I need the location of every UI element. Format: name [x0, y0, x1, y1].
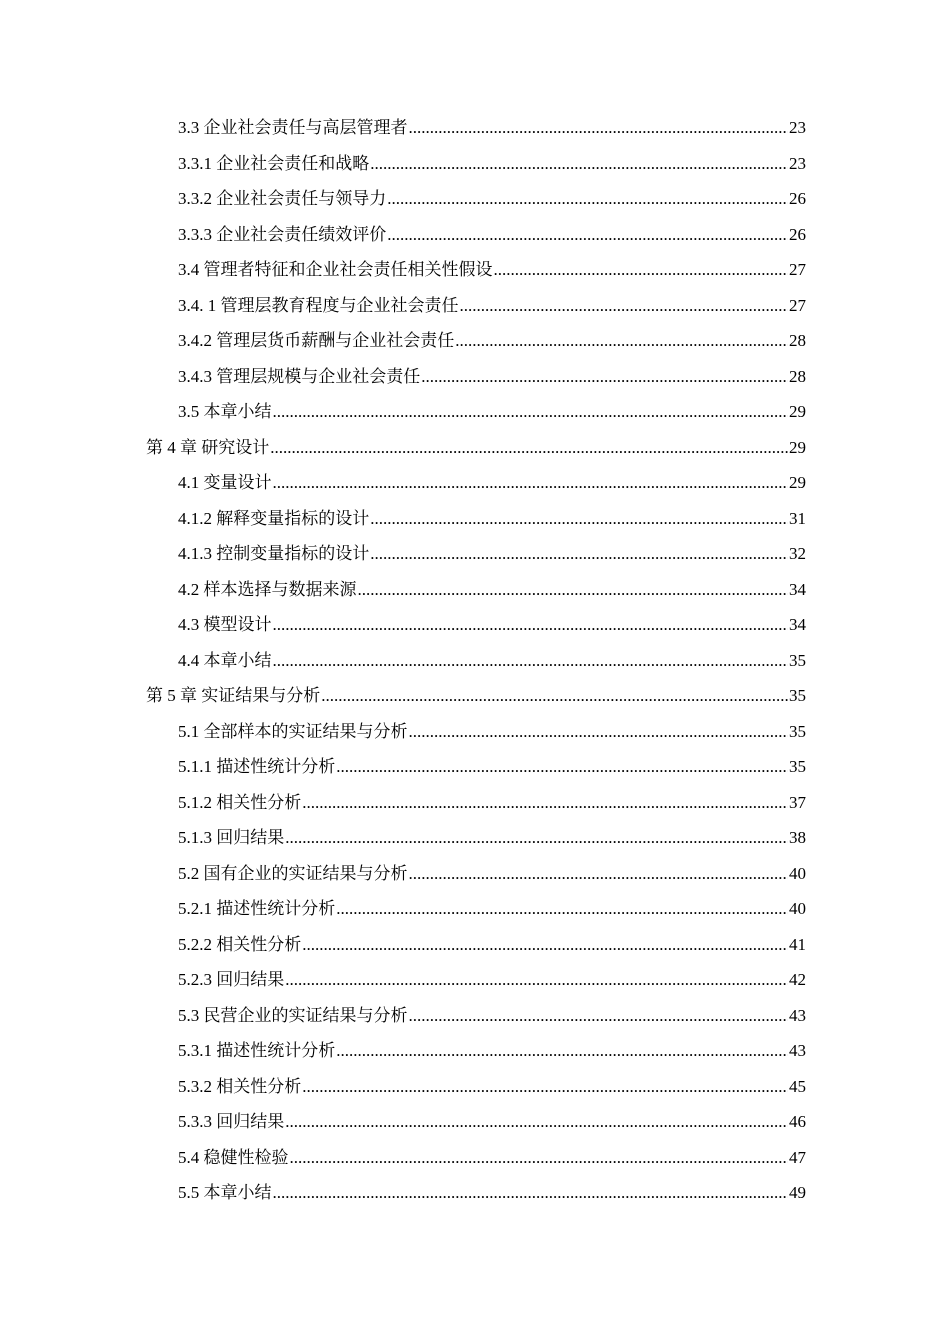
toc-entry-page-number: 43 [789, 1041, 806, 1060]
toc-section-entry[interactable] [0, 962, 950, 998]
toc-entry-title: 4.1.2 解释变量指标的设计 [178, 508, 370, 528]
toc-entry-page-number: 34 [789, 579, 806, 599]
toc-section-entry[interactable] [0, 1069, 950, 1105]
toc-entry-title: 3.3.3 企业社会责任绩效评价 [178, 224, 387, 244]
toc-entry-page-number: 29 [789, 402, 806, 421]
toc-entry-title: 5.3.3 回归结果 [178, 1112, 285, 1131]
toc-dot-leader [285, 1104, 788, 1140]
toc-dot-leader [409, 998, 789, 1034]
toc-dot-leader [273, 1175, 789, 1211]
toc-entry-title: 3.4. 1 管理层教育程度与企业社会责任 [178, 295, 459, 315]
toc-entry-title: 3.3.1 企业社会责任和战略 [178, 153, 370, 173]
toc-entry-title: 3.5 本章小结 [178, 402, 272, 421]
toc-section-entry[interactable] [0, 643, 950, 679]
toc-section-entry[interactable] [0, 714, 950, 750]
toc-entry-title: 5.1.3 回归结果 [178, 828, 285, 847]
toc-entry-page-number: 27 [789, 295, 806, 315]
toc-section-entry[interactable] [0, 572, 950, 608]
toc-section-entry[interactable] [0, 1033, 950, 1069]
toc-entry-title: 4.1.3 控制变量指标的设计 [178, 544, 370, 563]
toc-dot-leader [302, 785, 788, 821]
toc-entry-page-number: 28 [789, 331, 806, 350]
toc-entry-page-number: 23 [789, 118, 806, 137]
toc-section-entry[interactable] [0, 501, 950, 537]
toc-section-entry[interactable] [0, 536, 950, 572]
toc-entry-title: 5.5 本章小结 [178, 1183, 272, 1202]
toc-entry-page-number: 28 [789, 366, 806, 386]
toc-dot-leader [273, 607, 789, 643]
toc-entry-page-number: 35 [789, 650, 806, 670]
toc-section-entry[interactable] [0, 181, 950, 217]
toc-entry-title: 4.1 变量设计 [178, 473, 272, 492]
toc-section-entry[interactable] [0, 998, 950, 1034]
toc-dot-leader [387, 217, 788, 253]
toc-entry-page-number: 45 [789, 1076, 806, 1096]
toc-entry-page-number: 38 [789, 828, 806, 847]
toc-entry-page-number: 41 [789, 934, 806, 954]
toc-section-entry[interactable] [0, 1104, 950, 1140]
toc-dot-leader [421, 359, 788, 395]
toc-dot-leader [270, 430, 788, 466]
toc-entry-title: 5.3.1 描述性统计分析 [178, 1041, 336, 1060]
toc-dot-leader [336, 1033, 788, 1069]
toc-dot-leader [336, 891, 788, 927]
toc-section-entry[interactable] [0, 252, 950, 288]
toc-entry-title: 5.3 民营企业的实证结果与分析 [178, 1005, 408, 1025]
toc-entry-page-number: 31 [789, 508, 806, 528]
toc-entry-page-number: 32 [789, 544, 806, 563]
toc-section-entry[interactable] [0, 465, 950, 501]
toc-entry-title: 5.2.1 描述性统计分析 [178, 899, 336, 918]
toc-dot-leader [409, 856, 789, 892]
toc-dot-leader [336, 749, 788, 785]
toc-chapter-entry[interactable] [0, 678, 950, 714]
toc-entry-title: 第 4 章 研究设计 [146, 437, 270, 457]
toc-dot-leader [370, 146, 788, 182]
toc-entry-page-number: 47 [789, 1147, 806, 1167]
toc-section-entry[interactable] [0, 820, 950, 856]
toc-section-entry[interactable] [0, 927, 950, 963]
table-of-contents [0, 110, 950, 1211]
toc-entry-page-number: 35 [789, 721, 806, 741]
toc-dot-leader [273, 465, 789, 501]
toc-entry-page-number: 23 [789, 153, 806, 173]
toc-entry-title: 5.4 稳健性检验 [178, 1147, 289, 1167]
toc-section-entry[interactable] [0, 359, 950, 395]
toc-entry-page-number: 40 [789, 899, 806, 918]
toc-section-entry[interactable] [0, 146, 950, 182]
toc-dot-leader [273, 643, 789, 679]
toc-section-entry[interactable] [0, 323, 950, 359]
toc-entry-title: 5.1 全部样本的实证结果与分析 [178, 721, 408, 741]
toc-entry-title: 5.1.1 描述性统计分析 [178, 757, 336, 776]
toc-dot-leader [387, 181, 788, 217]
toc-dot-leader [494, 252, 789, 288]
toc-entry-title: 3.4 管理者特征和企业社会责任相关性假设 [178, 260, 493, 279]
toc-section-entry[interactable] [0, 394, 950, 430]
toc-dot-leader [302, 1069, 788, 1105]
toc-section-entry[interactable] [0, 785, 950, 821]
toc-section-entry[interactable] [0, 217, 950, 253]
toc-dot-leader [409, 110, 789, 146]
toc-dot-leader [370, 536, 788, 572]
toc-dot-leader [290, 1140, 789, 1176]
toc-dot-leader [455, 323, 788, 359]
toc-entry-title: 第 5 章 实证结果与分析 [146, 686, 321, 705]
toc-section-entry[interactable] [0, 891, 950, 927]
toc-dot-leader [285, 962, 788, 998]
toc-entry-page-number: 49 [789, 1183, 806, 1202]
toc-entry-title: 5.2.3 回归结果 [178, 970, 285, 989]
toc-entry-page-number: 35 [789, 757, 806, 776]
toc-entry-page-number: 29 [789, 473, 806, 492]
toc-entry-page-number: 35 [789, 686, 806, 705]
toc-entry-title: 3.4.2 管理层货币薪酬与企业社会责任 [178, 331, 455, 350]
toc-entry-title: 3.4.3 管理层规模与企业社会责任 [178, 366, 421, 386]
toc-section-entry[interactable] [0, 856, 950, 892]
toc-section-entry[interactable] [0, 1175, 950, 1211]
toc-dot-leader [460, 288, 789, 324]
toc-entry-title: 4.3 模型设计 [178, 615, 272, 634]
toc-entry-page-number: 34 [789, 615, 806, 634]
toc-entry-title: 3.3.2 企业社会责任与领导力 [178, 189, 387, 208]
toc-entry-page-number: 29 [789, 437, 806, 457]
toc-entry-page-number: 37 [789, 792, 806, 812]
toc-entry-page-number: 27 [789, 260, 806, 279]
toc-section-entry[interactable] [0, 607, 950, 643]
toc-entry-page-number: 43 [789, 1005, 806, 1025]
toc-entry-page-number: 26 [789, 189, 806, 208]
toc-dot-leader [370, 501, 788, 537]
toc-entry-page-number: 26 [789, 224, 806, 244]
toc-dot-leader [273, 394, 789, 430]
toc-entry-page-number: 42 [789, 970, 806, 989]
toc-entry-title: 5.2.2 相关性分析 [178, 934, 302, 954]
toc-section-entry[interactable] [0, 749, 950, 785]
toc-entry-page-number: 46 [789, 1112, 806, 1131]
toc-dot-leader [302, 927, 788, 963]
toc-chapter-entry[interactable] [0, 430, 950, 466]
toc-entry-title: 5.2 国有企业的实证结果与分析 [178, 863, 408, 883]
toc-dot-leader [409, 714, 789, 750]
toc-entry-page-number: 40 [789, 863, 806, 883]
toc-dot-leader [285, 820, 788, 856]
toc-entry-title: 4.2 样本选择与数据来源 [178, 579, 357, 599]
toc-entry-title: 5.1.2 相关性分析 [178, 792, 302, 812]
toc-entry-title: 3.3 企业社会责任与高层管理者 [178, 118, 408, 137]
toc-dot-leader [321, 678, 788, 714]
toc-section-entry[interactable] [0, 110, 950, 146]
toc-entry-title: 5.3.2 相关性分析 [178, 1076, 302, 1096]
toc-section-entry[interactable] [0, 1140, 950, 1176]
toc-section-entry[interactable] [0, 288, 950, 324]
toc-dot-leader [358, 572, 789, 608]
toc-entry-title: 4.4 本章小结 [178, 650, 272, 670]
